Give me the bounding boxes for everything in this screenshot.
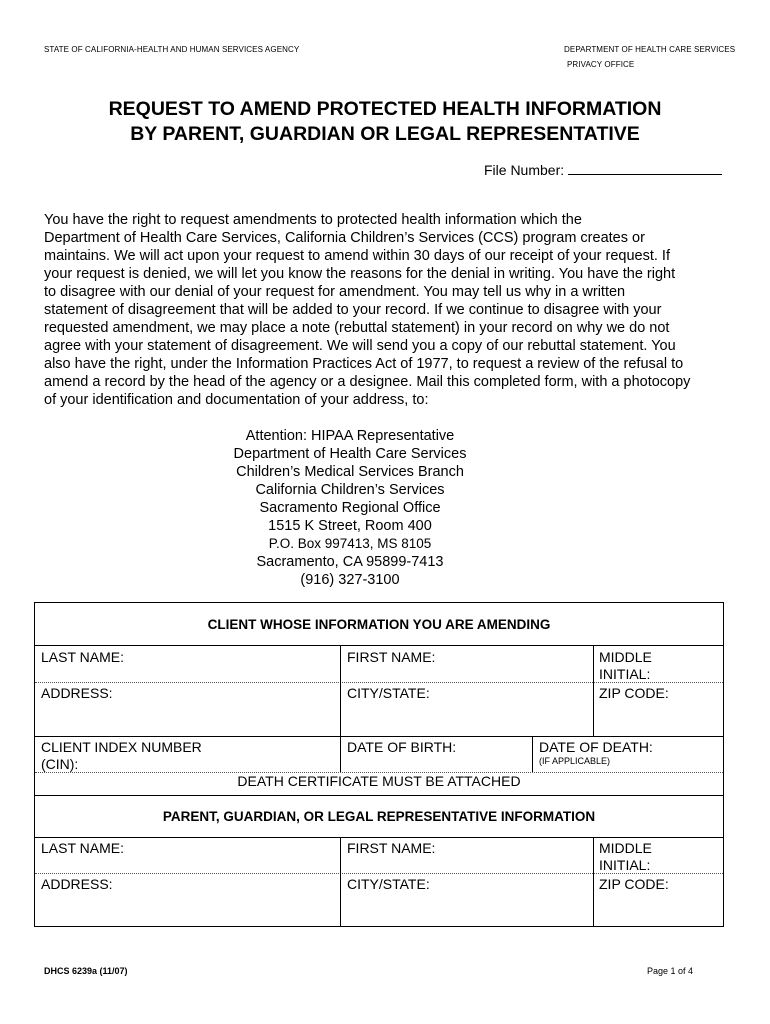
address-line: (916) 327-3100 [300,572,400,588]
divider [35,645,723,646]
client-section-title: CLIENT WHOSE INFORMATION YOU ARE AMENDING [207,617,551,632]
rep-zip-field[interactable]: ZIP CODE: [599,876,669,892]
column-divider [340,736,341,772]
client-last-name-field[interactable]: LAST NAME: [41,649,124,665]
divider [35,795,723,796]
intro-line: amend a record by the head of the agency or a designee. Mail this completed form, with a photocopy [44,374,691,390]
client-dod-field[interactable]: DATE OF DEATH: [539,739,653,755]
rep-first-name-field[interactable]: FIRST NAME: [347,840,436,856]
column-divider [532,736,533,772]
intro-line: maintains. We will act upon your request to amend within 30 days of our receipt of your request. If [44,248,670,264]
client-city-state-field[interactable]: CITY/STATE: [347,685,430,701]
address-line: California Children’s Services [255,482,445,498]
client-zip-field[interactable]: ZIP CODE: [599,685,669,701]
column-divider [340,645,341,736]
rep-address-field[interactable]: ADDRESS: [41,876,113,892]
page-title-line2: BY PARENT, GUARDIAN OR LEGAL REPRESENTATIVE [130,123,640,145]
file-number-label: File Number: [484,162,565,178]
intro-line: Department of Health Care Services, California Children’s Services (CCS) program creates or [44,230,645,246]
address-line: 1515 K Street, Room 400 [268,518,432,534]
intro-line: your request is denied, we will let you know the reasons for the denial in writing. You have the right [44,266,676,282]
agency-header: STATE OF CALIFORNIA-HEALTH AND HUMAN SERVICES AGENCY [44,45,300,54]
amendment-form [34,602,724,927]
intro-line: of your identification and documentation of your address, to: [44,392,429,408]
death-certificate-note: DEATH CERTIFICATE MUST BE ATTACHED [237,773,521,789]
divider [35,736,723,737]
if-applicable-note: (IF APPLICABLE) [539,756,611,766]
initial-label: INITIAL: [599,666,651,682]
column-divider [593,645,594,736]
column-divider [593,837,594,927]
address-line: P.O. Box 997413, MS 8105 [268,536,432,551]
middle-label: MIDDLE [599,649,652,665]
intro-line: You have the right to request amendments to protected health information which the [44,212,582,228]
rep-middle-initial-field[interactable] [599,840,652,874]
middle-label: MIDDLE [599,840,652,856]
initial-label: INITIAL: [599,857,651,873]
address-line: Sacramento Regional Office [259,500,441,516]
intro-line: also have the right, under the Information Practices Act of 1977, to request a review of the refusal to [44,356,684,372]
column-divider [340,837,341,927]
rep-last-name-field[interactable]: LAST NAME: [41,840,124,856]
address-line: Department of Health Care Services [233,446,467,462]
client-cin-field[interactable] [41,739,202,773]
intro-line: statement of disagreement that will be added to your record. If we continue to disagree with your [44,302,662,318]
divider [35,873,723,874]
client-middle-initial-field[interactable] [599,649,652,683]
page-title-line1: REQUEST TO AMEND PROTECTED HEALTH INFORMATION [108,98,662,120]
intro-line: to disagree with our denial of your request for amendment. You may tell us why in a written [44,284,626,300]
page-number: Page 1 of 4 [647,966,694,976]
client-address-field[interactable]: ADDRESS: [41,685,113,701]
divider [35,682,723,683]
rep-city-state-field[interactable]: CITY/STATE: [347,876,430,892]
address-line: Children’s Medical Services Branch [236,464,464,480]
mailing-address [150,427,550,589]
intro-line: requested amendment, we may place a note (rebuttal statement) in your record on why we do not [44,320,670,336]
department-header: DEPARTMENT OF HEALTH CARE SERVICES [564,45,736,54]
cin-label: CLIENT INDEX NUMBER [41,739,202,755]
intro-paragraph [44,211,734,409]
file-number-line[interactable] [568,162,722,175]
address-line: Attention: HIPAA Representative [245,428,455,444]
file-number-field[interactable] [484,162,722,178]
intro-line: agree with your statement of disagreement. We will send you a copy of our rebuttal statement. You [44,338,676,354]
form-id: DHCS 6239a (11/07) [44,966,128,976]
divider [35,837,723,838]
representative-section-title: PARENT, GUARDIAN, OR LEGAL REPRESENTATIVE INFORMATION [162,809,596,824]
client-first-name-field[interactable]: FIRST NAME: [347,649,436,665]
address-line: Sacramento, CA 95899-7413 [256,554,444,570]
cin-label-suffix: (CIN): [41,756,79,772]
client-dob-field[interactable]: DATE OF BIRTH: [347,739,457,755]
office-header: PRIVACY OFFICE [567,60,635,69]
